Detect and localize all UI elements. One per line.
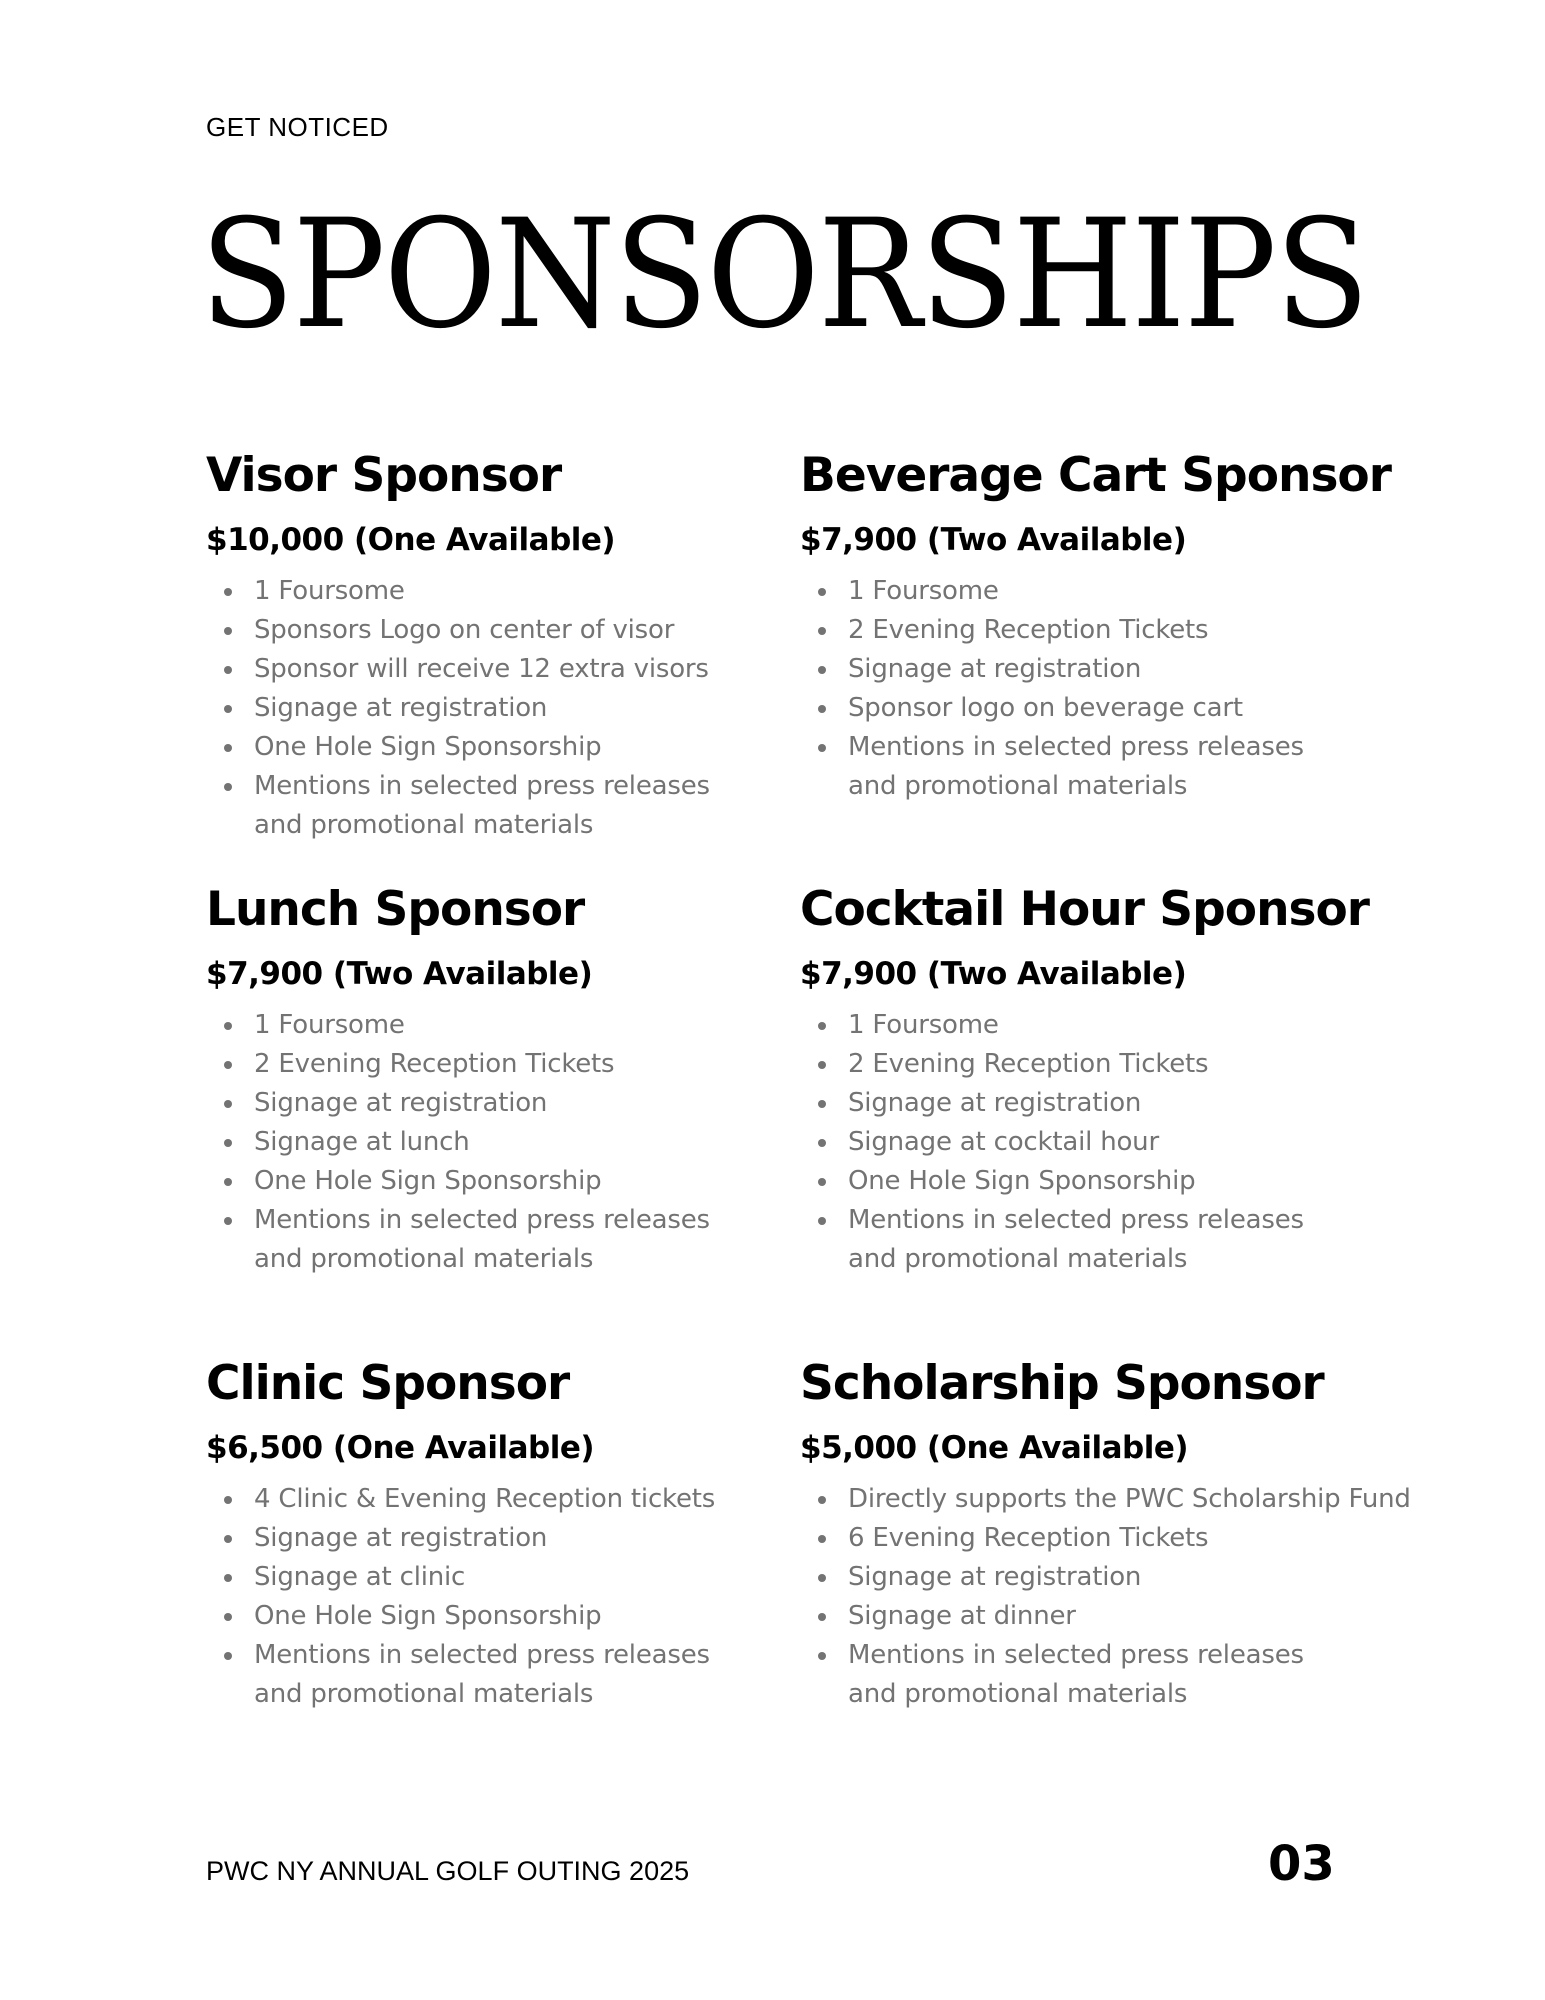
benefit-item: Signage at registration bbox=[206, 1084, 826, 1123]
sponsorship-card-cocktail-hour bbox=[800, 882, 1420, 1279]
benefit-item: Mentions in selected press releases and promotional materials bbox=[206, 1636, 724, 1714]
sponsorship-card-scholarship bbox=[800, 1356, 1460, 1714]
sponsorship-price: $5,000 (One Available) bbox=[800, 1430, 1189, 1466]
sponsorship-price: $6,500 (One Available) bbox=[206, 1430, 595, 1466]
benefit-item: One Hole Sign Sponsorship bbox=[206, 1597, 826, 1636]
page-title: SPONSORSHIPS bbox=[200, 188, 1368, 362]
benefit-item: One Hole Sign Sponsorship bbox=[800, 1162, 1420, 1201]
benefit-item: Mentions in selected press releases and promotional materials bbox=[800, 1201, 1318, 1279]
benefit-item: Signage at registration bbox=[206, 689, 826, 728]
benefit-item: 1 Foursome bbox=[800, 572, 1420, 611]
benefit-item: One Hole Sign Sponsorship bbox=[206, 728, 826, 767]
benefit-item: Signage at registration bbox=[800, 650, 1420, 689]
sponsorship-card-lunch bbox=[206, 882, 826, 1279]
sponsorship-title: Clinic Sponsor bbox=[206, 1356, 570, 1411]
benefit-item: Sponsor will receive 12 extra visors bbox=[206, 650, 826, 689]
sponsorship-price: $7,900 (Two Available) bbox=[206, 956, 593, 992]
eyebrow-label: GET NOTICED bbox=[206, 112, 389, 142]
benefit-list bbox=[800, 572, 1420, 806]
sponsorship-price: $10,000 (One Available) bbox=[206, 522, 616, 558]
benefit-item: Mentions in selected press releases and promotional materials bbox=[800, 728, 1318, 806]
benefit-item: Sponsors Logo on center of visor bbox=[206, 611, 826, 650]
benefit-item: Signage at dinner bbox=[800, 1597, 1460, 1636]
benefit-item: Mentions in selected press releases and promotional materials bbox=[206, 1201, 724, 1279]
sponsorship-card-beverage-cart bbox=[800, 448, 1420, 806]
benefit-item: Signage at clinic bbox=[206, 1558, 826, 1597]
benefit-item: Mentions in selected press releases and promotional materials bbox=[800, 1636, 1358, 1714]
benefit-item: Signage at cocktail hour bbox=[800, 1123, 1420, 1162]
benefit-item: 1 Foursome bbox=[206, 1006, 826, 1045]
sponsorship-title: Beverage Cart Sponsor bbox=[800, 448, 1391, 503]
page-number: 03 bbox=[1268, 1836, 1335, 1892]
benefit-list bbox=[800, 1006, 1420, 1279]
sponsorship-title: Cocktail Hour Sponsor bbox=[800, 882, 1369, 937]
benefit-item: 1 Foursome bbox=[206, 572, 826, 611]
benefit-item: 6 Evening Reception Tickets bbox=[800, 1519, 1460, 1558]
benefit-item: One Hole Sign Sponsorship bbox=[206, 1162, 826, 1201]
benefit-item: 2 Evening Reception Tickets bbox=[800, 611, 1420, 650]
benefit-item: Signage at lunch bbox=[206, 1123, 826, 1162]
benefit-list bbox=[206, 1480, 826, 1714]
benefit-item: 2 Evening Reception Tickets bbox=[800, 1045, 1420, 1084]
benefit-item: Sponsor logo on beverage cart bbox=[800, 689, 1420, 728]
benefit-item: Signage at registration bbox=[800, 1084, 1420, 1123]
benefit-list bbox=[800, 1480, 1460, 1714]
benefit-item: 1 Foursome bbox=[800, 1006, 1420, 1045]
sponsorship-card-visor bbox=[206, 448, 826, 845]
sponsorship-title: Lunch Sponsor bbox=[206, 882, 585, 937]
sponsorship-card-clinic bbox=[206, 1356, 826, 1714]
benefit-item: Mentions in selected press releases and promotional materials bbox=[206, 767, 724, 845]
benefit-item: 2 Evening Reception Tickets bbox=[206, 1045, 826, 1084]
benefit-list bbox=[206, 1006, 826, 1279]
benefit-item: 4 Clinic & Evening Reception tickets bbox=[206, 1480, 826, 1519]
sponsorship-price: $7,900 (Two Available) bbox=[800, 522, 1187, 558]
benefit-item: Signage at registration bbox=[800, 1558, 1460, 1597]
footer-event-name: PWC NY ANNUAL GOLF OUTING 2025 bbox=[206, 1856, 690, 1886]
benefit-item: Signage at registration bbox=[206, 1519, 826, 1558]
benefit-item: Directly supports the PWC Scholarship Fund bbox=[800, 1480, 1460, 1519]
sponsorship-title: Visor Sponsor bbox=[206, 448, 562, 503]
sponsorship-price: $7,900 (Two Available) bbox=[800, 956, 1187, 992]
sponsorship-title: Scholarship Sponsor bbox=[800, 1356, 1324, 1411]
benefit-list bbox=[206, 572, 826, 845]
